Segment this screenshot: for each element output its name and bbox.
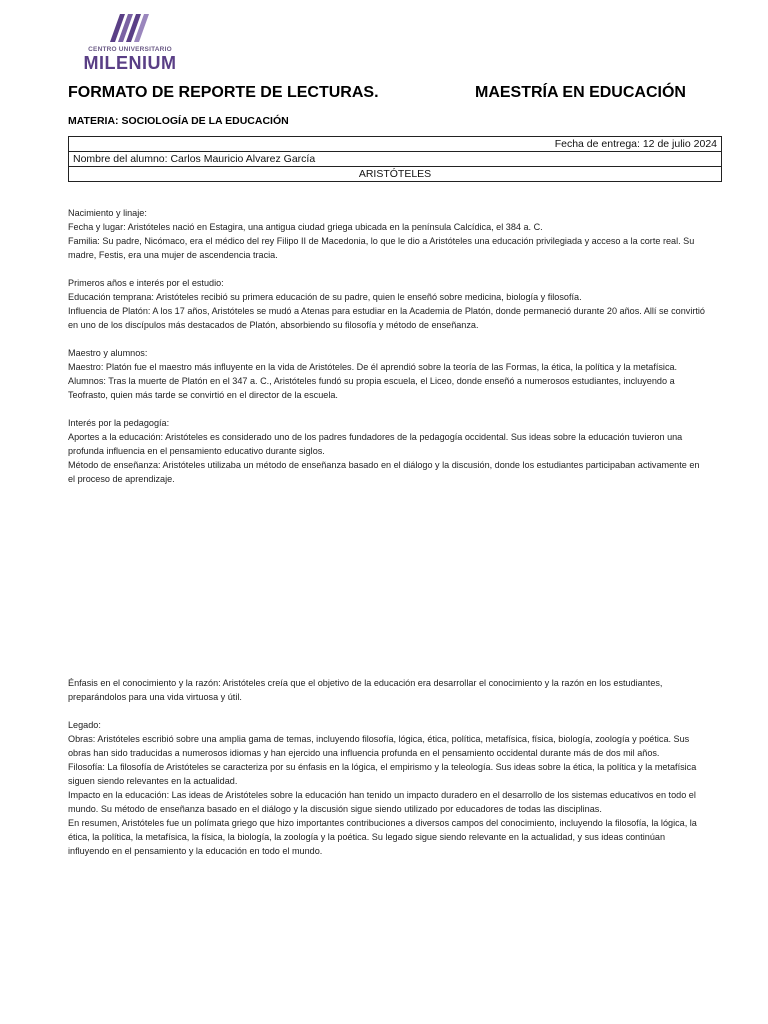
paragraph-gap bbox=[68, 704, 708, 718]
paragraph: Influencia de Platón: A los 17 años, Aristóteles se mudó a Atenas para estudiar en la Academia de Platón, donde permaneció durante 20 años. Allí se convirtió en uno de los discípulos más destacados de Platón, absorbiendo su filosofía y método de enseñanza. bbox=[68, 306, 705, 330]
logo-mark-icon bbox=[108, 12, 152, 44]
paragraph: Fecha y lugar: Aristóteles nació en Estagira, una antigua ciudad griega ubicada en la península Calcídica, el 384 a. C. bbox=[68, 222, 543, 232]
table-row bbox=[69, 152, 722, 167]
institution-logo bbox=[74, 12, 186, 74]
paragraph: Filosofía: La filosofía de Aristóteles se caracteriza por su énfasis en la lógica, el empirismo y la teleología. Sus ideas sobre la ética, la política y la metafísica siguen siendo relevantes en la actualidad. bbox=[68, 762, 697, 786]
paragraph-gap bbox=[68, 332, 708, 346]
paragraph: Énfasis en el conocimiento y la razón: Aristóteles creía que el objetivo de la educación era desarrollar el conocimiento y la razón en los estudiantes, preparándolos para una vida virtuosa y útil. bbox=[68, 678, 663, 702]
paragraph: Primeros años e interés por el estudio: bbox=[68, 278, 224, 288]
paragraph: Legado: bbox=[68, 720, 101, 730]
paragraph: Impacto en la educación: Las ideas de Aristóteles sobre la educación han tenido un impacto duradero en el desarrollo de los sistemas educativos en todo el mundo. Su método de enseñanza basado en el diálogo y la discusión sigue siendo utilizado por educadores de todas las disciplinas. bbox=[68, 790, 696, 814]
logo-subtitle: CENTRO UNIVERSITARIO bbox=[88, 46, 172, 53]
logo-name: MILENIUM bbox=[83, 53, 177, 73]
table-row bbox=[69, 137, 722, 152]
report-body-part-2 bbox=[68, 676, 708, 858]
report-body-part-1 bbox=[68, 206, 708, 486]
paragraph: Maestro: Platón fue el maestro más influyente en la vida de Aristóteles. De él aprendió sobre la teoría de las Formas, la ética, la política y la metafísica. bbox=[68, 362, 678, 372]
subject-label: MATERIA: SOCIOLOGÍA DE LA EDUCACIÓN bbox=[68, 115, 289, 127]
paragraph: Maestro y alumnos: bbox=[68, 348, 148, 358]
paragraph-gap bbox=[68, 402, 708, 416]
paragraph: Familia: Su padre, Nicómaco, era el médico del rey Filipo II de Macedonia, lo que le dio a Aristóteles una educación privilegiada y acceso a la corte real. Su madre, Festis, era una mujer de ascendencia tracia. bbox=[68, 236, 695, 260]
paragraph: Interés por la pedagogía: bbox=[68, 418, 170, 428]
report-title: FORMATO DE REPORTE DE LECTURAS. bbox=[68, 84, 379, 101]
student-name: Nombre del alumno: Carlos Mauricio Alvarez García bbox=[69, 152, 722, 167]
info-table bbox=[68, 136, 722, 182]
table-row bbox=[69, 167, 722, 182]
reading-topic: ARISTÓTELES bbox=[69, 167, 722, 182]
paragraph: Obras: Aristóteles escribió sobre una amplia gama de temas, incluyendo filosofía, lógica, ética, política, metafísica, física, biología, zoología y poética. Sus obras han sido traducidas a numerosos idiomas y han ejercido una influencia profunda en el pensamiento occidental durante más de dos mil años. bbox=[68, 734, 690, 758]
paragraph: Alumnos: Tras la muerte de Platón en el 347 a. C., Aristóteles fundó su propia escuela, el Liceo, donde enseñó a numerosos estudiantes, incluyendo a Teofrasto, quien más tarde se convirtió en el director de la escuela. bbox=[68, 376, 675, 400]
paragraph: Nacimiento y linaje: bbox=[68, 208, 147, 218]
program-title: MAESTRÍA EN EDUCACIÓN bbox=[475, 84, 686, 101]
paragraph: En resumen, Aristóteles fue un polímata griego que hizo importantes contribuciones a diversos campos del conocimiento, incluyendo la filosofía, la lógica, la ética, la política, la metafísica, la física, la biología, la zoología y la poética. Su legado sigue siendo relevante en la actualidad, y sus ideas continúan influyendo en el pensamiento y la educación en todo el mundo. bbox=[68, 818, 697, 856]
paragraph-gap bbox=[68, 262, 708, 276]
paragraph: Educación temprana: Aristóteles recibió su primera educación de su padre, quien le enseñó sobre medicina, biología y filosofía. bbox=[68, 292, 582, 302]
paragraph: Método de enseñanza: Aristóteles utilizaba un método de enseñanza basado en el diálogo y la discusión, donde los estudiantes participaban activamente en el proceso de aprendizaje. bbox=[68, 460, 700, 484]
delivery-date: Fecha de entrega: 12 de julio 2024 bbox=[69, 137, 722, 152]
paragraph: Aportes a la educación: Aristóteles es considerado uno de los padres fundadores de la pedagogía occidental. Sus ideas sobre la educación tuvieron una profunda influencia en el pensamiento educativo durante siglos. bbox=[68, 432, 683, 456]
